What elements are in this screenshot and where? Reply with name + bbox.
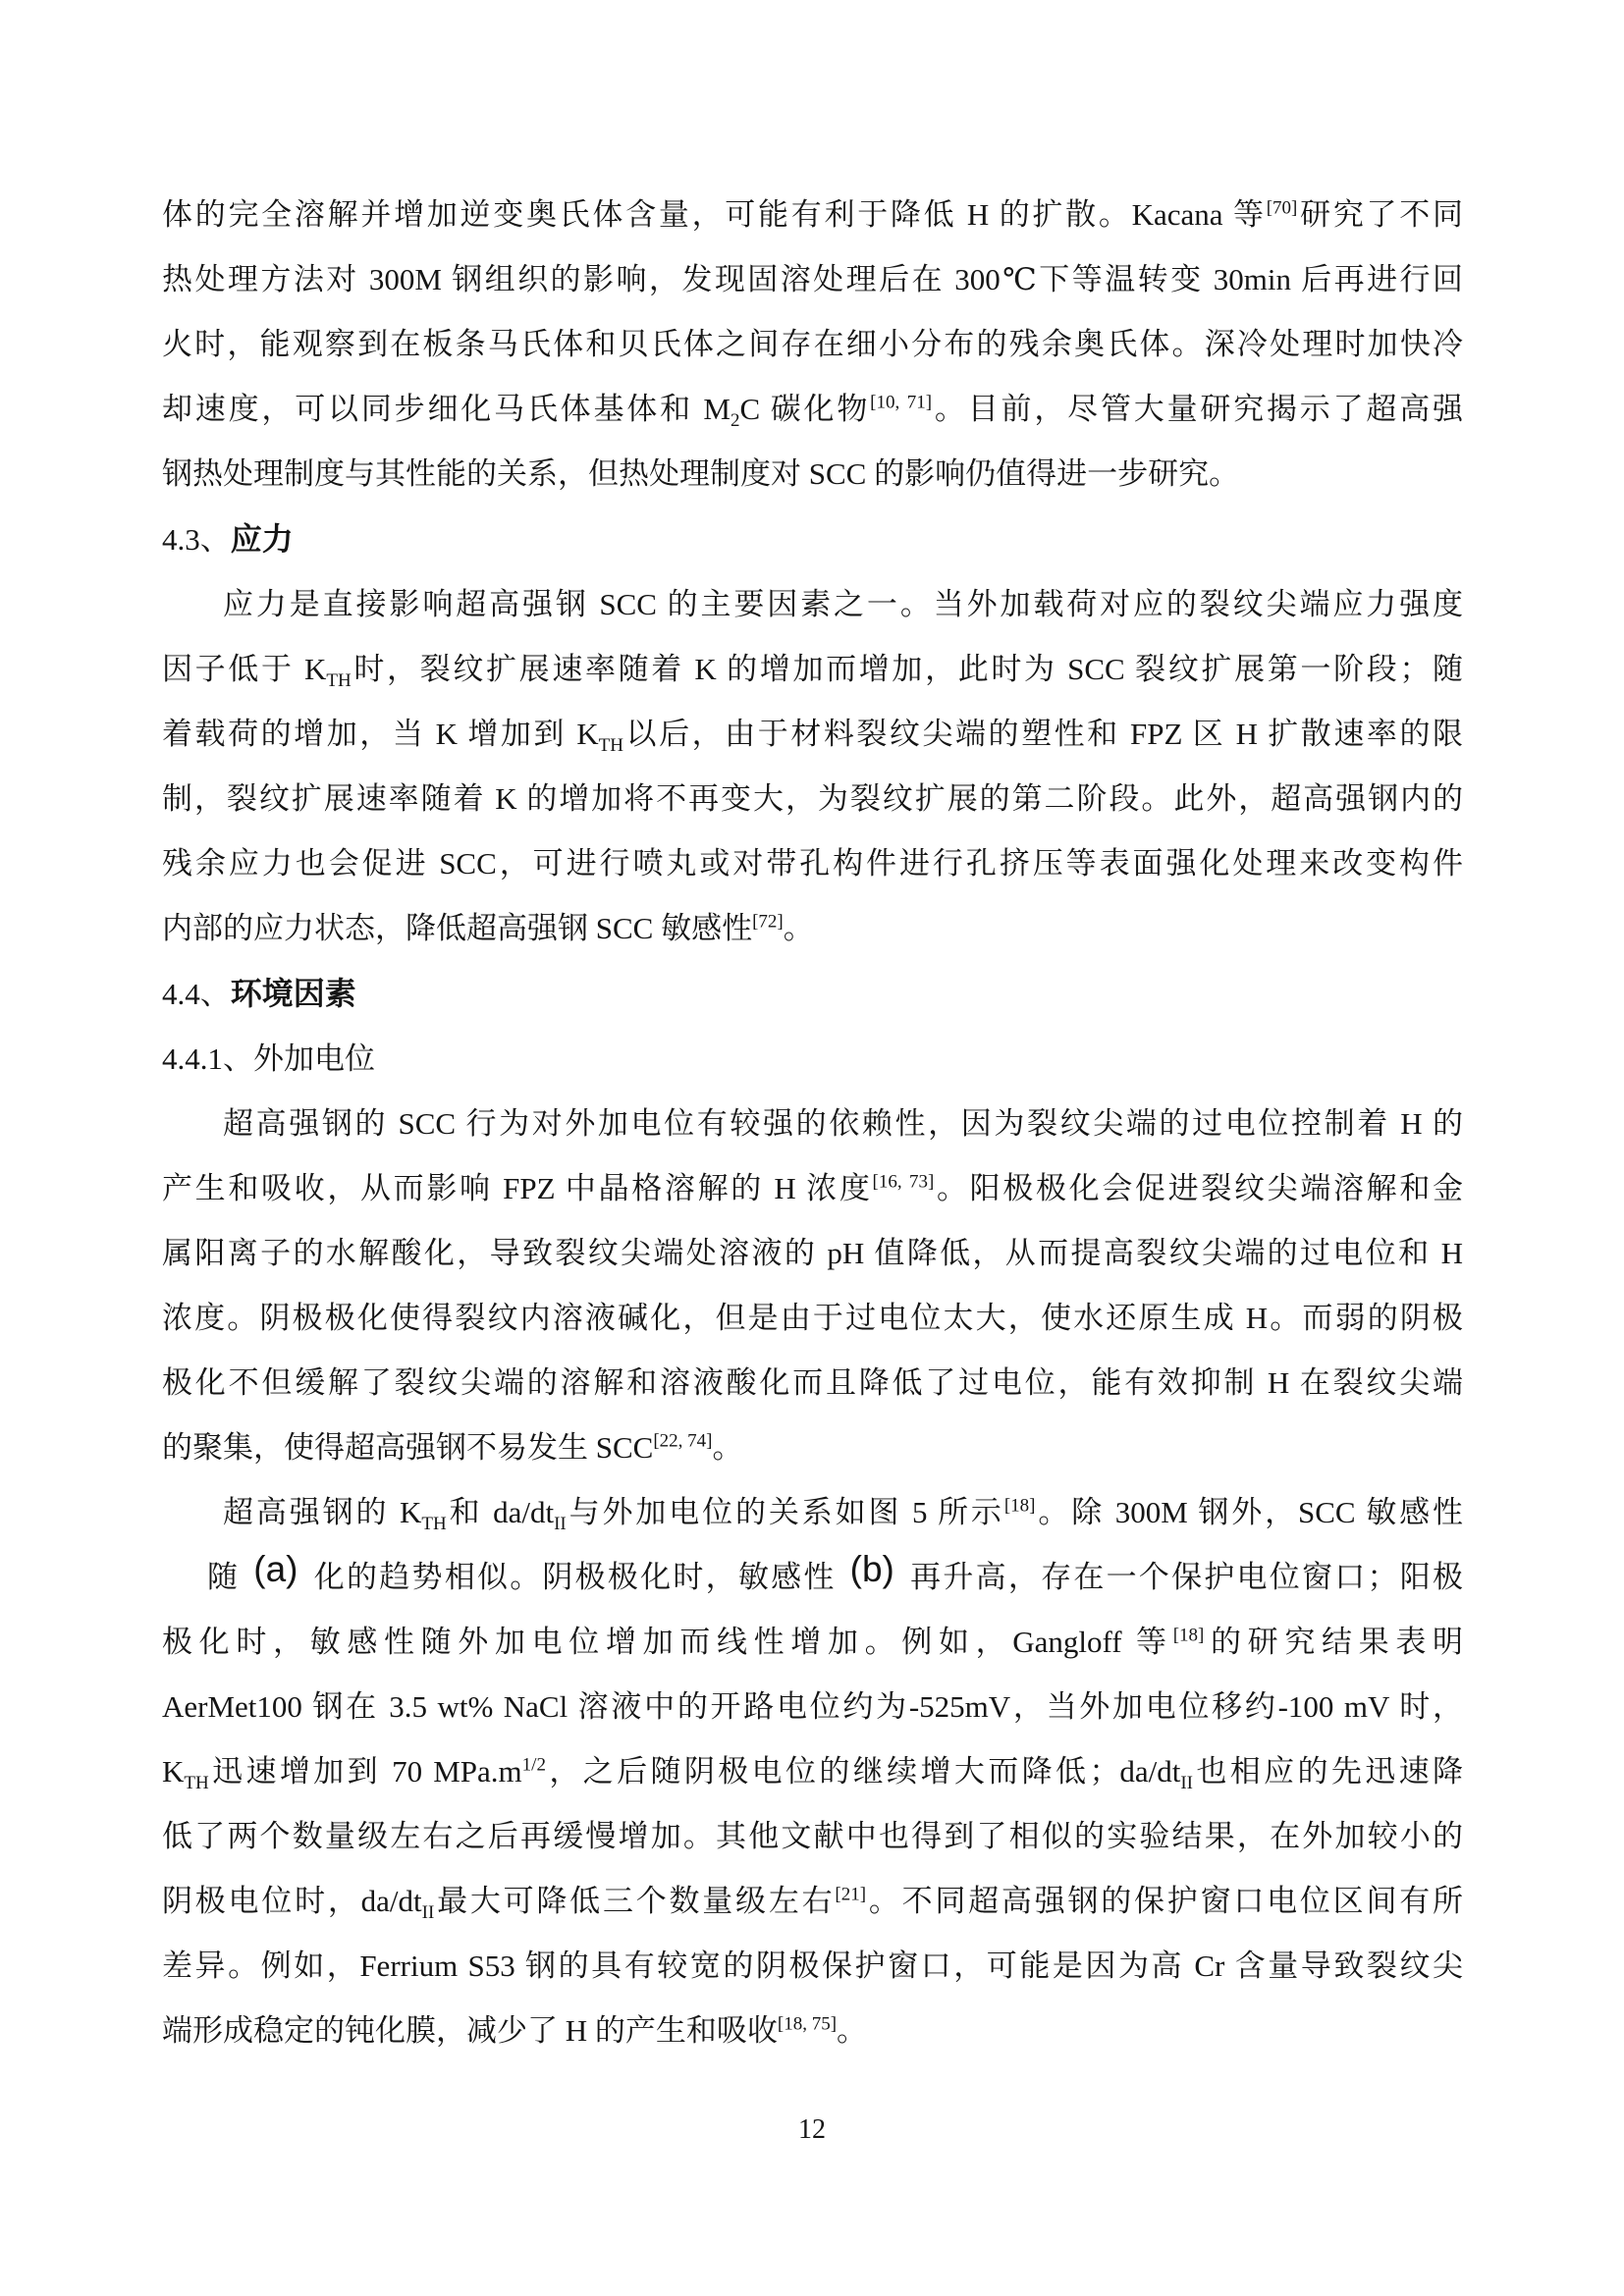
text-line (162, 1999, 1463, 2063)
reference-superscript: [18] (1172, 1625, 1205, 1646)
reference-superscript: [72] (752, 911, 784, 933)
text-line (162, 1739, 1463, 1804)
text-line (162, 1869, 1463, 1934)
subscript: TH (421, 1514, 447, 1535)
text-run: ，之后随阴极电位的继续增大而降低；da/dt (545, 1754, 1181, 1789)
text-run: 浓度。阴极极化使得裂纹内溶液碱化，但是由于过电位太大，使水还原生成 H。而弱的阴极 (162, 1301, 1463, 1335)
text-line (162, 1286, 1463, 1351)
text-run: 。除 300M 钢外，SCC 敏感性 (1035, 1495, 1463, 1529)
section-heading (162, 507, 1463, 572)
section-heading (162, 1027, 1463, 1092)
text-line (162, 1415, 1463, 1480)
text-run: 阴极电位时，da/dt (162, 1884, 422, 1918)
text-line (162, 896, 1463, 961)
text-run: 属阳离子的水解酸化，导致裂纹尖端处溶液的 pH 值降低，从而提高裂纹尖端的过电位和 H (162, 1236, 1463, 1270)
text-run: 。 (712, 1430, 743, 1465)
text-line (162, 572, 1463, 637)
text-run: 产生和吸收，从而影响 FPZ 中晶格溶解的 H 浓度 (162, 1171, 873, 1205)
text-run: 钢热处理制度与其性能的关系，但热处理制度对 SCC 的影响仍值得进一步研究。 (162, 456, 1240, 491)
text-run: 残余应力也会促进 SCC，可进行喷丸或对带孔构件进行孔挤压等表面强化处理来改变构件 (162, 846, 1463, 881)
text-run: 以后，由于材料裂纹尖端的塑性和 FPZ 区 H 扩散速率的限 (623, 717, 1463, 751)
text-run: 火时，能观察到在板条马氏体和贝氏体之间存在细小分布的残余奥氏体。深冷处理时加快冷 (162, 327, 1463, 361)
text-line (162, 1610, 1463, 1675)
text-run: 差异。例如，Ferrium S53 钢的具有较宽的阴极保护窗口，可能是因为高 Cr 含量导致裂纹尖 (162, 1949, 1463, 1983)
text-run: K (162, 1754, 185, 1789)
text-line (162, 1804, 1463, 1869)
text-run: 体的完全溶解并增加逆变奥氏体含量，可能有利于降低 H 的扩散。Kacana 等 (162, 197, 1267, 232)
subscript: II (1180, 1773, 1193, 1794)
text-run: 。 (837, 2013, 868, 2048)
reference-superscript: [16, 73] (872, 1171, 935, 1193)
subscript: II (554, 1514, 567, 1535)
text-run: 。 (783, 911, 814, 945)
reference-superscript: [10, 71] (870, 392, 933, 413)
text-run: AerMet100 钢在 3.5 wt% NaCl 溶液中的开路电位约为-525mV，当外加电位移约-100 mV 时， (162, 1689, 1463, 1724)
text-run: 端形成稳定的钝化膜，减少了 H 的产生和吸收 (162, 2013, 778, 2048)
text-run: 。不同超高强钢的保护窗口电位区间有所 (866, 1884, 1464, 1918)
text-run: 极化时，敏感性随外加电位增加而线性增加。例如，Gangloff 等 (162, 1625, 1173, 1659)
text-run: 内部的应力状态，降低超高强钢 SCC 敏感性 (162, 911, 753, 945)
reference-superscript: 1/2 (521, 1754, 546, 1776)
text-run: 超高强钢的 SCC 行为对外加电位有较强的依赖性，因为裂纹尖端的过电位控制着 H 的 (223, 1106, 1463, 1141)
figure-sublabel: (a) (240, 1549, 311, 1589)
text-line (162, 442, 1463, 507)
text-line (162, 1092, 1463, 1156)
text-line (162, 1156, 1463, 1221)
figure-sublabel: (b) (837, 1549, 908, 1589)
text-run: 超高强钢的 K (223, 1495, 422, 1529)
text-line (162, 1675, 1463, 1739)
reference-superscript: [22, 74] (653, 1430, 713, 1452)
text-run: 极化不但缓解了裂纹尖端的溶解和溶液酸化而且降低了过电位，能有效抑制 H 在裂纹尖端 (162, 1365, 1463, 1400)
text-run: 热处理方法对 300M 钢组织的影响，发现固溶处理后在 300℃下等温转变 30min 后再进行回 (162, 262, 1463, 296)
reference-superscript: [21] (835, 1884, 867, 1905)
subscript: TH (598, 735, 623, 757)
text-run: 再升高，存在一个保护电位窗口；阳极 (907, 1560, 1464, 1594)
text-run: 与外加电位的关系如图 5 所示 (566, 1495, 1004, 1529)
text-line (162, 183, 1463, 247)
text-line (162, 377, 1463, 442)
text-line (162, 247, 1463, 312)
reference-superscript: [70] (1266, 197, 1298, 219)
text-run: 最大可降低三个数量级左右 (434, 1884, 836, 1918)
text-line (162, 702, 1463, 767)
text-run: 4.4.1、外加电位 (162, 1041, 375, 1076)
text-line (162, 637, 1463, 702)
reference-superscript: [18, 75] (777, 2013, 838, 2035)
text-run: 。阳极极化会促进裂纹尖端溶解和金 (934, 1171, 1464, 1205)
text-run: 低了两个数量级左右之后再缓慢增加。其他文献中也得到了相似的实验结果，在外加较小的 (162, 1819, 1463, 1853)
text-run: 研究了不同 (1297, 197, 1464, 232)
text-run: 化的趋势相似。阴极极化时，敏感性 (311, 1560, 837, 1594)
text-line (162, 1545, 1463, 1610)
subscript: TH (326, 670, 352, 692)
text-line (162, 1480, 1463, 1545)
subscript: TH (184, 1773, 209, 1794)
text-line (162, 767, 1463, 831)
text-line (162, 1934, 1463, 1999)
text-line (162, 312, 1463, 377)
text-run: 的聚集，使得超高强钢不易发生 SCC (162, 1430, 654, 1465)
text-run: 应力是直接影响超高强钢 SCC 的主要因素之一。当外加载荷对应的裂纹尖端应力强度 (223, 587, 1463, 621)
text-run: 随 (207, 1560, 241, 1594)
document-body (162, 183, 1463, 2063)
text-run: 制，裂纹扩展速率随着 K 的增加将不再变大，为裂纹扩展的第二阶段。此外，超高强钢内的 (162, 781, 1463, 816)
heading-bold-text: 应力 (230, 521, 294, 557)
text-run: 和 da/dt (446, 1495, 555, 1529)
text-run: 4.4、 (162, 977, 231, 1011)
text-run: C 碳化物 (739, 392, 871, 426)
subscript: II (421, 1902, 435, 1924)
page-number: 12 (798, 2114, 826, 2145)
text-run: 4.3、 (162, 522, 231, 557)
section-heading (162, 961, 1463, 1027)
text-run: 时，裂纹扩展速率随着 K 的增加而增加，此时为 SCC 裂纹扩展第一阶段；随 (351, 652, 1463, 686)
text-run: 也相应的先迅速降 (1193, 1754, 1464, 1789)
text-line (162, 1221, 1463, 1286)
heading-bold-text: 环境因素 (230, 976, 356, 1011)
text-run: 却速度，可以同步细化马氏体基体和 M (162, 392, 731, 426)
text-run: 迅速增加到 70 MPa.m (208, 1754, 522, 1789)
text-run: 着载荷的增加，当 K 增加到 K (162, 717, 599, 751)
reference-superscript: [18] (1003, 1495, 1036, 1517)
text-run: 。目前，尽管大量研究揭示了超高强 (932, 392, 1464, 426)
text-run: 因子低于 K (162, 652, 327, 686)
text-line (162, 1351, 1463, 1415)
text-line (162, 831, 1463, 896)
text-run: 的研究结果表明 (1204, 1625, 1464, 1659)
subscript: 2 (731, 410, 740, 432)
